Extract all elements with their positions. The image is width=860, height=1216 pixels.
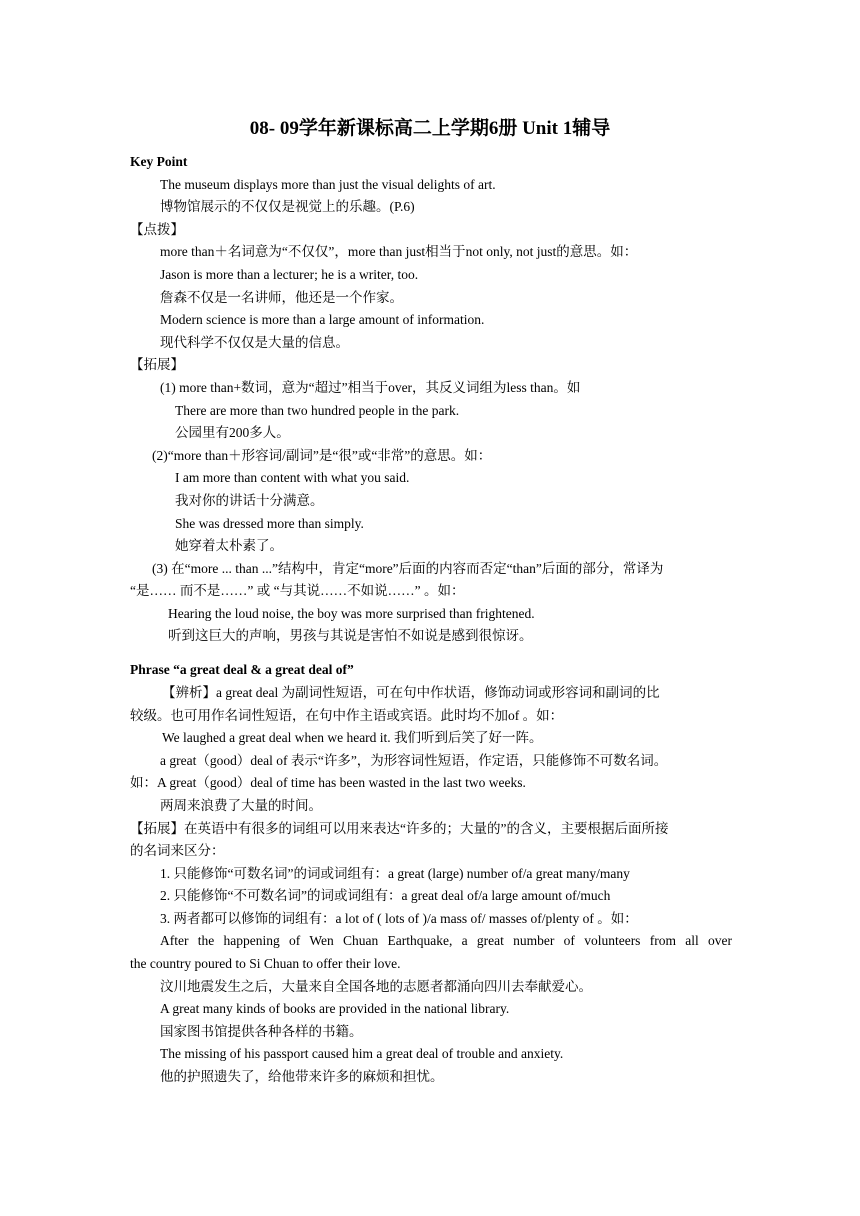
example-translation: 国家图书馆提供各种各样的书籍。 — [160, 1023, 363, 1039]
example-sentence: The missing of his passport caused him a great deal of trouble and anxiety. — [160, 1046, 564, 1062]
example-sentence: We laughed a great deal when we heard it. 我们听到后笑了好一阵。 — [162, 730, 543, 746]
extension-item-3: (3) 在“more ... than ...”结构中，肯定“more”后面的内容而否定“than”后面的部分，常译为 — [152, 560, 664, 576]
example-translation: 他的护照遗失了，给他带来许多的麻烦和担忧。 — [160, 1069, 444, 1085]
analysis-line: 【辨析】a great deal 为副词性短语，可在句中作状语，修饰动词或形容词和副词的比 — [162, 684, 660, 700]
example-sentence: The museum displays more than just the visual delights of art. — [160, 176, 496, 192]
example-sentence: A great many kinds of books are provided in the national library. — [160, 1001, 510, 1017]
example-sentence: I am more than content with what you said. — [175, 470, 410, 486]
example-translation: 詹森不仅是一名讲师，他还是一个作家。 — [160, 289, 403, 305]
list-item: 2. 只能修饰“不可数名词”的词或词组有：a great deal of/a large amount of/much — [160, 888, 611, 904]
section-spacer — [130, 648, 732, 659]
example-sentence: Modern science is more than a large amount of information. — [160, 312, 485, 328]
example-translation: 公园里有200多人。 — [175, 425, 290, 441]
list-item: 1. 只能修饰“可数名词”的词或词组有：a great (large) number of/a great many/many — [160, 865, 630, 881]
label-dianbo: 【点拨】 — [130, 221, 184, 237]
example-sentence-continued: the country poured to Si Chuan to offer their love. — [130, 956, 401, 972]
example-translation: 博物馆展示的不仅仅是视觉上的乐趣。(P.6) — [160, 199, 415, 215]
example-sentence: Hearing the loud noise, the boy was more surprised than frightened. — [168, 605, 535, 621]
example-sentence: Jason is more than a lecturer; he is a writer, too. — [160, 266, 419, 282]
analysis-line: a great（good）deal of 表示“许多”，为形容词性短语，作定语，只能修饰不可数名词。 — [160, 752, 668, 768]
example-translation: 两周来浪费了大量的时间。 — [160, 797, 322, 813]
page-title: 08- 09学年新课标高二上学期6册 Unit 1辅导 — [249, 118, 611, 139]
example-sentence: She was dressed more than simply. — [175, 515, 364, 531]
example-sentence: After the happening of Wen Chuan Earthquake, a great number of volunteers from all over — [160, 933, 732, 949]
extension-item-1: (1) more than+数词，意为“超过”相当于over，其反义词组为less than。如 — [160, 379, 581, 395]
section-heading-phrase: Phrase “a great deal & a great deal of” — [130, 662, 354, 678]
example-translation: 汶川地震发生之后，大量来自全国各地的志愿者都涌向四川去奉献爱心。 — [160, 978, 592, 994]
example-translation: 现代科学不仅仅是大量的信息。 — [160, 334, 349, 350]
list-item: 3. 两者都可以修饰的词组有：a lot of ( lots of )/a mass of/ masses of/plenty of 。如： — [160, 910, 638, 926]
section-heading-key-point: Key Point — [130, 154, 188, 169]
example-translation: 听到这巨大的声响，男孩与其说是害怕不如说是感到很惊讶。 — [168, 628, 533, 644]
example-translation: 我对你的讲话十分满意。 — [175, 492, 324, 508]
extension-line: 【拓展】在英语中有很多的词组可以用来表达“许多的；大量的”的含义，主要根据后面所接 — [130, 820, 669, 836]
extension-line: 的名词来区分： — [130, 843, 225, 859]
extension-item-3-continued: “是…… 而不是……” 或 “与其说……不如说……” 。如： — [130, 583, 465, 599]
example-translation: 她穿着太朴素了。 — [175, 538, 283, 554]
analysis-line: 较级。也可用作名词性短语，在句中作主语或宾语。此时均不加of 。如： — [130, 707, 564, 723]
example-sentence: There are more than two hundred people in the park. — [175, 402, 460, 418]
document-body — [130, 151, 732, 1089]
example-sentence: 如：A great（good）deal of time has been wasted in the last two weeks. — [130, 775, 526, 791]
explanation-line: more than＋名词意为“不仅仅”，more than just相当于not only, not just的意思。如： — [160, 244, 638, 260]
label-tuozhan: 【拓展】 — [130, 357, 184, 373]
extension-item-2: (2)“more than＋形容词/副词”是“很”或“非常”的意思。如： — [152, 447, 492, 463]
